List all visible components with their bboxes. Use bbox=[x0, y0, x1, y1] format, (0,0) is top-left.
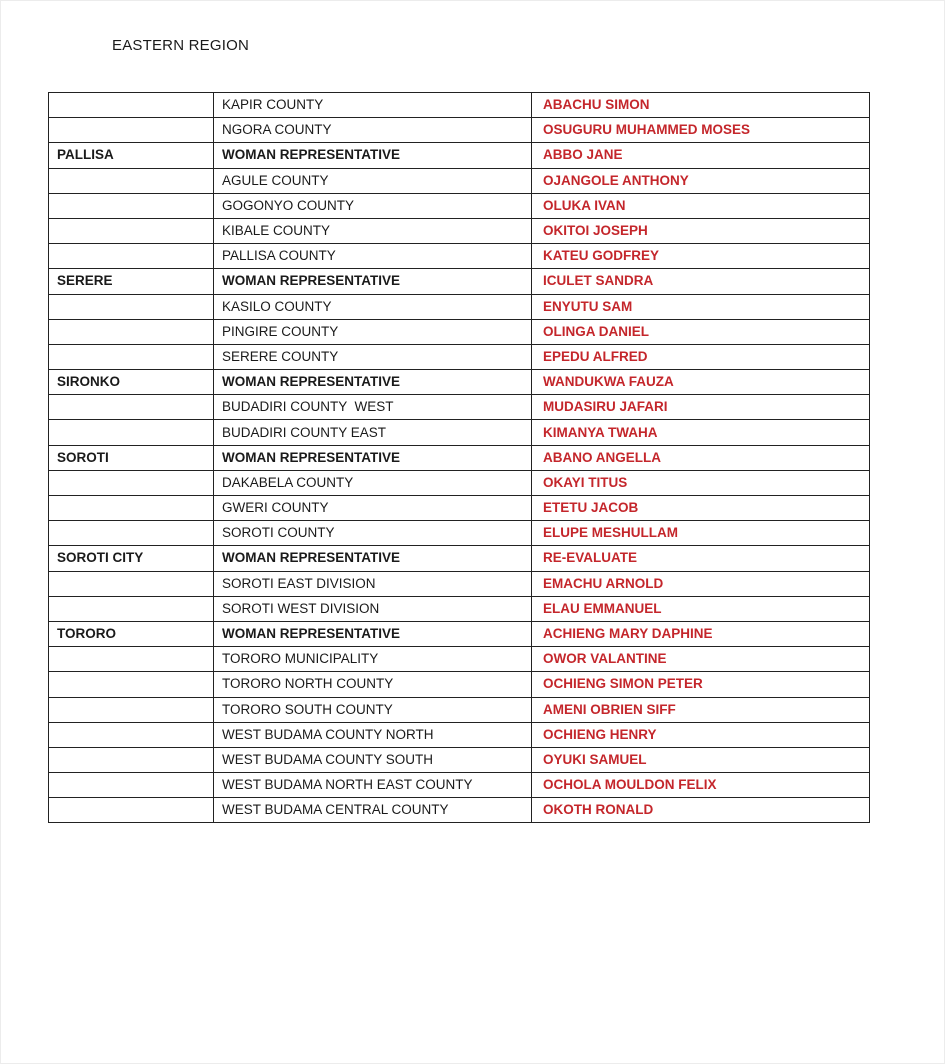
candidate-cell: EMACHU ARNOLD bbox=[532, 571, 870, 596]
constituency-cell: KASILO COUNTY bbox=[214, 294, 532, 319]
constituency-cell: SERERE COUNTY bbox=[214, 344, 532, 369]
district-cell bbox=[49, 218, 214, 243]
district-cell: PALLISA bbox=[49, 143, 214, 168]
table-row bbox=[49, 218, 870, 243]
district-cell bbox=[49, 521, 214, 546]
constituency-cell: WEST BUDAMA COUNTY SOUTH bbox=[214, 747, 532, 772]
table-row bbox=[49, 697, 870, 722]
constituency-cell: PALLISA COUNTY bbox=[214, 244, 532, 269]
table-row bbox=[49, 118, 870, 143]
candidate-cell: OYUKI SAMUEL bbox=[532, 747, 870, 772]
table-row bbox=[49, 672, 870, 697]
table-row bbox=[49, 773, 870, 798]
candidate-cell: OCHOLA MOULDON FELIX bbox=[532, 773, 870, 798]
candidate-cell: WANDUKWA FAUZA bbox=[532, 370, 870, 395]
constituency-cell: TORORO NORTH COUNTY bbox=[214, 672, 532, 697]
table-row bbox=[49, 244, 870, 269]
candidate-cell: OWOR VALANTINE bbox=[532, 647, 870, 672]
constituency-cell: WEST BUDAMA NORTH EAST COUNTY bbox=[214, 773, 532, 798]
district-cell bbox=[49, 294, 214, 319]
page-title: EASTERN REGION bbox=[112, 37, 249, 54]
table-body bbox=[49, 93, 870, 823]
candidate-cell: KATEU GODFREY bbox=[532, 244, 870, 269]
candidate-cell: OLINGA DANIEL bbox=[532, 319, 870, 344]
constituency-cell: WOMAN REPRESENTATIVE bbox=[214, 546, 532, 571]
candidate-cell: MUDASIRU JAFARI bbox=[532, 395, 870, 420]
district-cell bbox=[49, 93, 214, 118]
constituency-cell: KAPIR COUNTY bbox=[214, 93, 532, 118]
constituency-cell: BUDADIRI COUNTY WEST bbox=[214, 395, 532, 420]
candidate-cell: ENYUTU SAM bbox=[532, 294, 870, 319]
district-cell bbox=[49, 118, 214, 143]
district-cell bbox=[49, 571, 214, 596]
constituency-cell: WEST BUDAMA COUNTY NORTH bbox=[214, 722, 532, 747]
constituency-cell: WOMAN REPRESENTATIVE bbox=[214, 143, 532, 168]
candidate-cell: ABBO JANE bbox=[532, 143, 870, 168]
district-cell bbox=[49, 496, 214, 521]
constituency-cell: KIBALE COUNTY bbox=[214, 218, 532, 243]
constituency-cell: GWERI COUNTY bbox=[214, 496, 532, 521]
district-cell: SOROTI CITY bbox=[49, 546, 214, 571]
candidate-cell: OCHIENG HENRY bbox=[532, 722, 870, 747]
constituency-cell: SOROTI EAST DIVISION bbox=[214, 571, 532, 596]
table-row bbox=[49, 470, 870, 495]
candidate-cell: AMENI OBRIEN SIFF bbox=[532, 697, 870, 722]
candidate-cell: KIMANYA TWAHA bbox=[532, 420, 870, 445]
candidate-cell: OKITOI JOSEPH bbox=[532, 218, 870, 243]
candidate-cell: ICULET SANDRA bbox=[532, 269, 870, 294]
candidate-cell: ELUPE MESHULLAM bbox=[532, 521, 870, 546]
constituency-cell: DAKABELA COUNTY bbox=[214, 470, 532, 495]
constituency-cell: WOMAN REPRESENTATIVE bbox=[214, 370, 532, 395]
constituency-cell: NGORA COUNTY bbox=[214, 118, 532, 143]
table-row bbox=[49, 546, 870, 571]
constituency-cell: GOGONYO COUNTY bbox=[214, 193, 532, 218]
candidate-cell: OJANGOLE ANTHONY bbox=[532, 168, 870, 193]
district-cell bbox=[49, 697, 214, 722]
district-cell bbox=[49, 647, 214, 672]
constituency-cell: TORORO SOUTH COUNTY bbox=[214, 697, 532, 722]
district-cell bbox=[49, 244, 214, 269]
district-cell bbox=[49, 596, 214, 621]
table-row bbox=[49, 294, 870, 319]
constituency-cell: BUDADIRI COUNTY EAST bbox=[214, 420, 532, 445]
table-row bbox=[49, 571, 870, 596]
district-cell bbox=[49, 773, 214, 798]
district-cell: TORORO bbox=[49, 621, 214, 646]
table-row bbox=[49, 395, 870, 420]
district-cell bbox=[49, 672, 214, 697]
candidate-cell: OKOTH RONALD bbox=[532, 798, 870, 823]
district-cell bbox=[49, 395, 214, 420]
constituency-cell: SOROTI COUNTY bbox=[214, 521, 532, 546]
district-cell: SERERE bbox=[49, 269, 214, 294]
table-row bbox=[49, 722, 870, 747]
candidate-cell: EPEDU ALFRED bbox=[532, 344, 870, 369]
district-cell bbox=[49, 319, 214, 344]
table-row bbox=[49, 370, 870, 395]
table-row bbox=[49, 647, 870, 672]
candidate-cell: OKAYI TITUS bbox=[532, 470, 870, 495]
table-row bbox=[49, 747, 870, 772]
candidate-cell: ABACHU SIMON bbox=[532, 93, 870, 118]
table-row bbox=[49, 193, 870, 218]
region-table bbox=[48, 92, 870, 823]
table-row bbox=[49, 420, 870, 445]
district-cell bbox=[49, 420, 214, 445]
constituency-cell: SOROTI WEST DIVISION bbox=[214, 596, 532, 621]
district-cell bbox=[49, 470, 214, 495]
table-row bbox=[49, 621, 870, 646]
candidate-cell: ELAU EMMANUEL bbox=[532, 596, 870, 621]
constituency-cell: WOMAN REPRESENTATIVE bbox=[214, 269, 532, 294]
table-row bbox=[49, 596, 870, 621]
constituency-cell: PINGIRE COUNTY bbox=[214, 319, 532, 344]
district-cell: SOROTI bbox=[49, 445, 214, 470]
constituency-cell: WEST BUDAMA CENTRAL COUNTY bbox=[214, 798, 532, 823]
constituency-cell: AGULE COUNTY bbox=[214, 168, 532, 193]
table-row bbox=[49, 798, 870, 823]
district-cell bbox=[49, 798, 214, 823]
district-cell bbox=[49, 747, 214, 772]
table-row bbox=[49, 496, 870, 521]
district-cell bbox=[49, 193, 214, 218]
table-row bbox=[49, 168, 870, 193]
candidate-cell: OLUKA IVAN bbox=[532, 193, 870, 218]
candidate-cell: RE-EVALUATE bbox=[532, 546, 870, 571]
district-cell bbox=[49, 722, 214, 747]
candidate-cell: OSUGURU MUHAMMED MOSES bbox=[532, 118, 870, 143]
candidate-cell: ACHIENG MARY DAPHINE bbox=[532, 621, 870, 646]
district-cell: SIRONKO bbox=[49, 370, 214, 395]
table-row bbox=[49, 445, 870, 470]
table-row bbox=[49, 319, 870, 344]
table-row bbox=[49, 344, 870, 369]
candidate-cell: ABANO ANGELLA bbox=[532, 445, 870, 470]
table-row bbox=[49, 93, 870, 118]
table-row bbox=[49, 269, 870, 294]
constituency-cell: WOMAN REPRESENTATIVE bbox=[214, 621, 532, 646]
district-cell bbox=[49, 168, 214, 193]
constituency-cell: TORORO MUNICIPALITY bbox=[214, 647, 532, 672]
table-row bbox=[49, 143, 870, 168]
constituency-cell: WOMAN REPRESENTATIVE bbox=[214, 445, 532, 470]
district-cell bbox=[49, 344, 214, 369]
candidate-cell: OCHIENG SIMON PETER bbox=[532, 672, 870, 697]
table-row bbox=[49, 521, 870, 546]
candidate-cell: ETETU JACOB bbox=[532, 496, 870, 521]
